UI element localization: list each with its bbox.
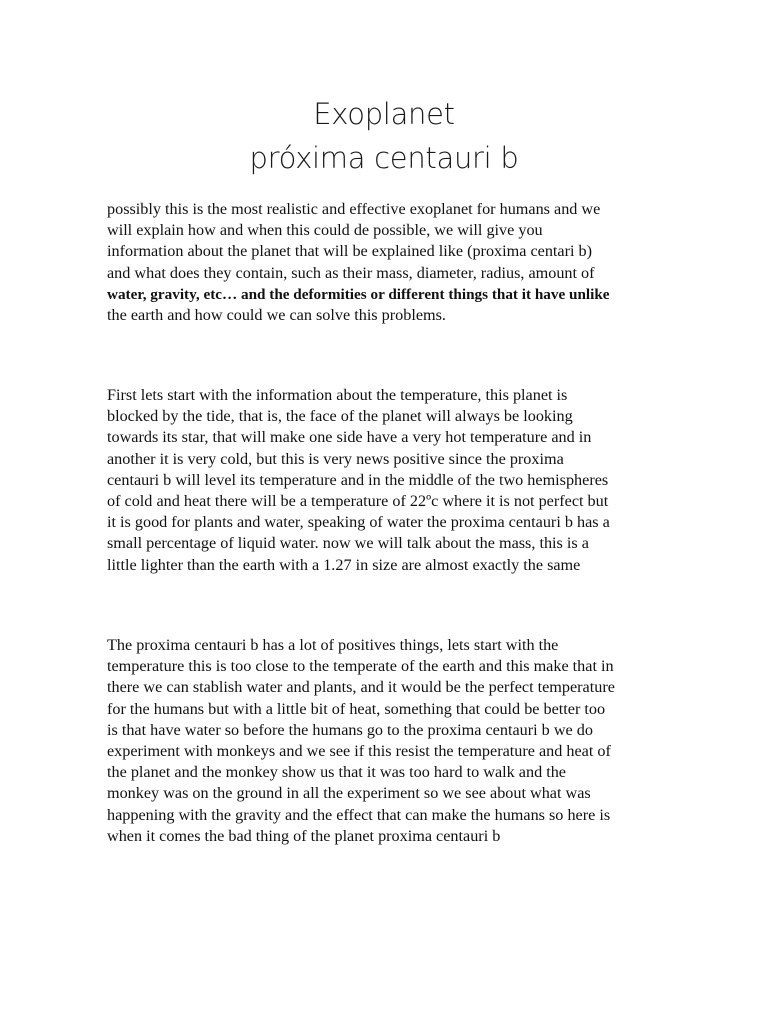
text-line: another it is very cold, but this is very news positive since the proxima — [107, 449, 564, 468]
text-line: monkey was on the ground in all the experiment so we see about what was — [107, 784, 591, 803]
text-line: The proxima centauri b has a lot of positives things, lets start with the — [107, 636, 559, 654]
paragraph-temperature — [107, 385, 677, 576]
text-line: there we can stablish water and plants, and it would be the perfect temperature — [107, 678, 615, 697]
title-line: Exoplanet — [313, 97, 455, 131]
text-line: little lighter than the earth with a 1.27 in size are almost exactly the same — [107, 555, 581, 574]
text-line: towards its star, that will make one side have a very hot temperature and in — [107, 428, 592, 447]
text-line: happening with the gravity and the effect that can make the humans so here is — [107, 805, 611, 824]
text-line: and what does they contain, such as their mass, diameter, radius, amount of — [107, 263, 595, 282]
text-line: small percentage of liquid water. now we will talk about the mass, this is a — [107, 534, 589, 553]
document-title — [0, 92, 768, 180]
text-line: experiment with monkeys and we see if this resist the temperature and heat of — [107, 742, 611, 761]
paragraph-introduction — [107, 199, 677, 326]
text-line: First lets start with the information about the temperature, this planet is — [107, 386, 568, 404]
text-line: the earth and how could we can solve this problems. — [107, 306, 446, 325]
text-line: blocked by the tide, that is, the face of the planet will always be looking — [107, 407, 573, 426]
text-line: is that have water so before the humans go to the proxima centauri b we do — [107, 720, 593, 739]
text-line: centauri b will level its temperature and in the middle of the two hemispheres — [107, 470, 609, 489]
text-line-bold: water, gravity, etc… and the deformities or different things that it have unlike — [107, 285, 610, 303]
text-line: will explain how and when this could de possible, we will give you — [107, 221, 543, 240]
text-line: when it comes the bad thing of the planet proxima centauri b — [107, 826, 501, 845]
text-line: possibly this is the most realistic and effective exoplanet for humans and we — [107, 200, 601, 218]
text-line: for the humans but with a little bit of heat, something that could be better too — [107, 699, 606, 718]
text-line: information about the planet that will be explained like (proxima centari b) — [107, 242, 593, 261]
subtitle-line: próxima centauri b — [249, 141, 519, 175]
text-line: temperature this is too close to the temperate of the earth and this make that in — [107, 657, 614, 676]
text-line: it is good for plants and water, speaking of water the proxima centauri b has a — [107, 513, 610, 532]
paragraph-positives — [107, 635, 677, 847]
text-line: the planet and the monkey show us that it was too hard to walk and the — [107, 763, 566, 782]
text-line: of cold and heat there will be a temperature of 22ºc where it is not perfect but — [107, 492, 609, 511]
